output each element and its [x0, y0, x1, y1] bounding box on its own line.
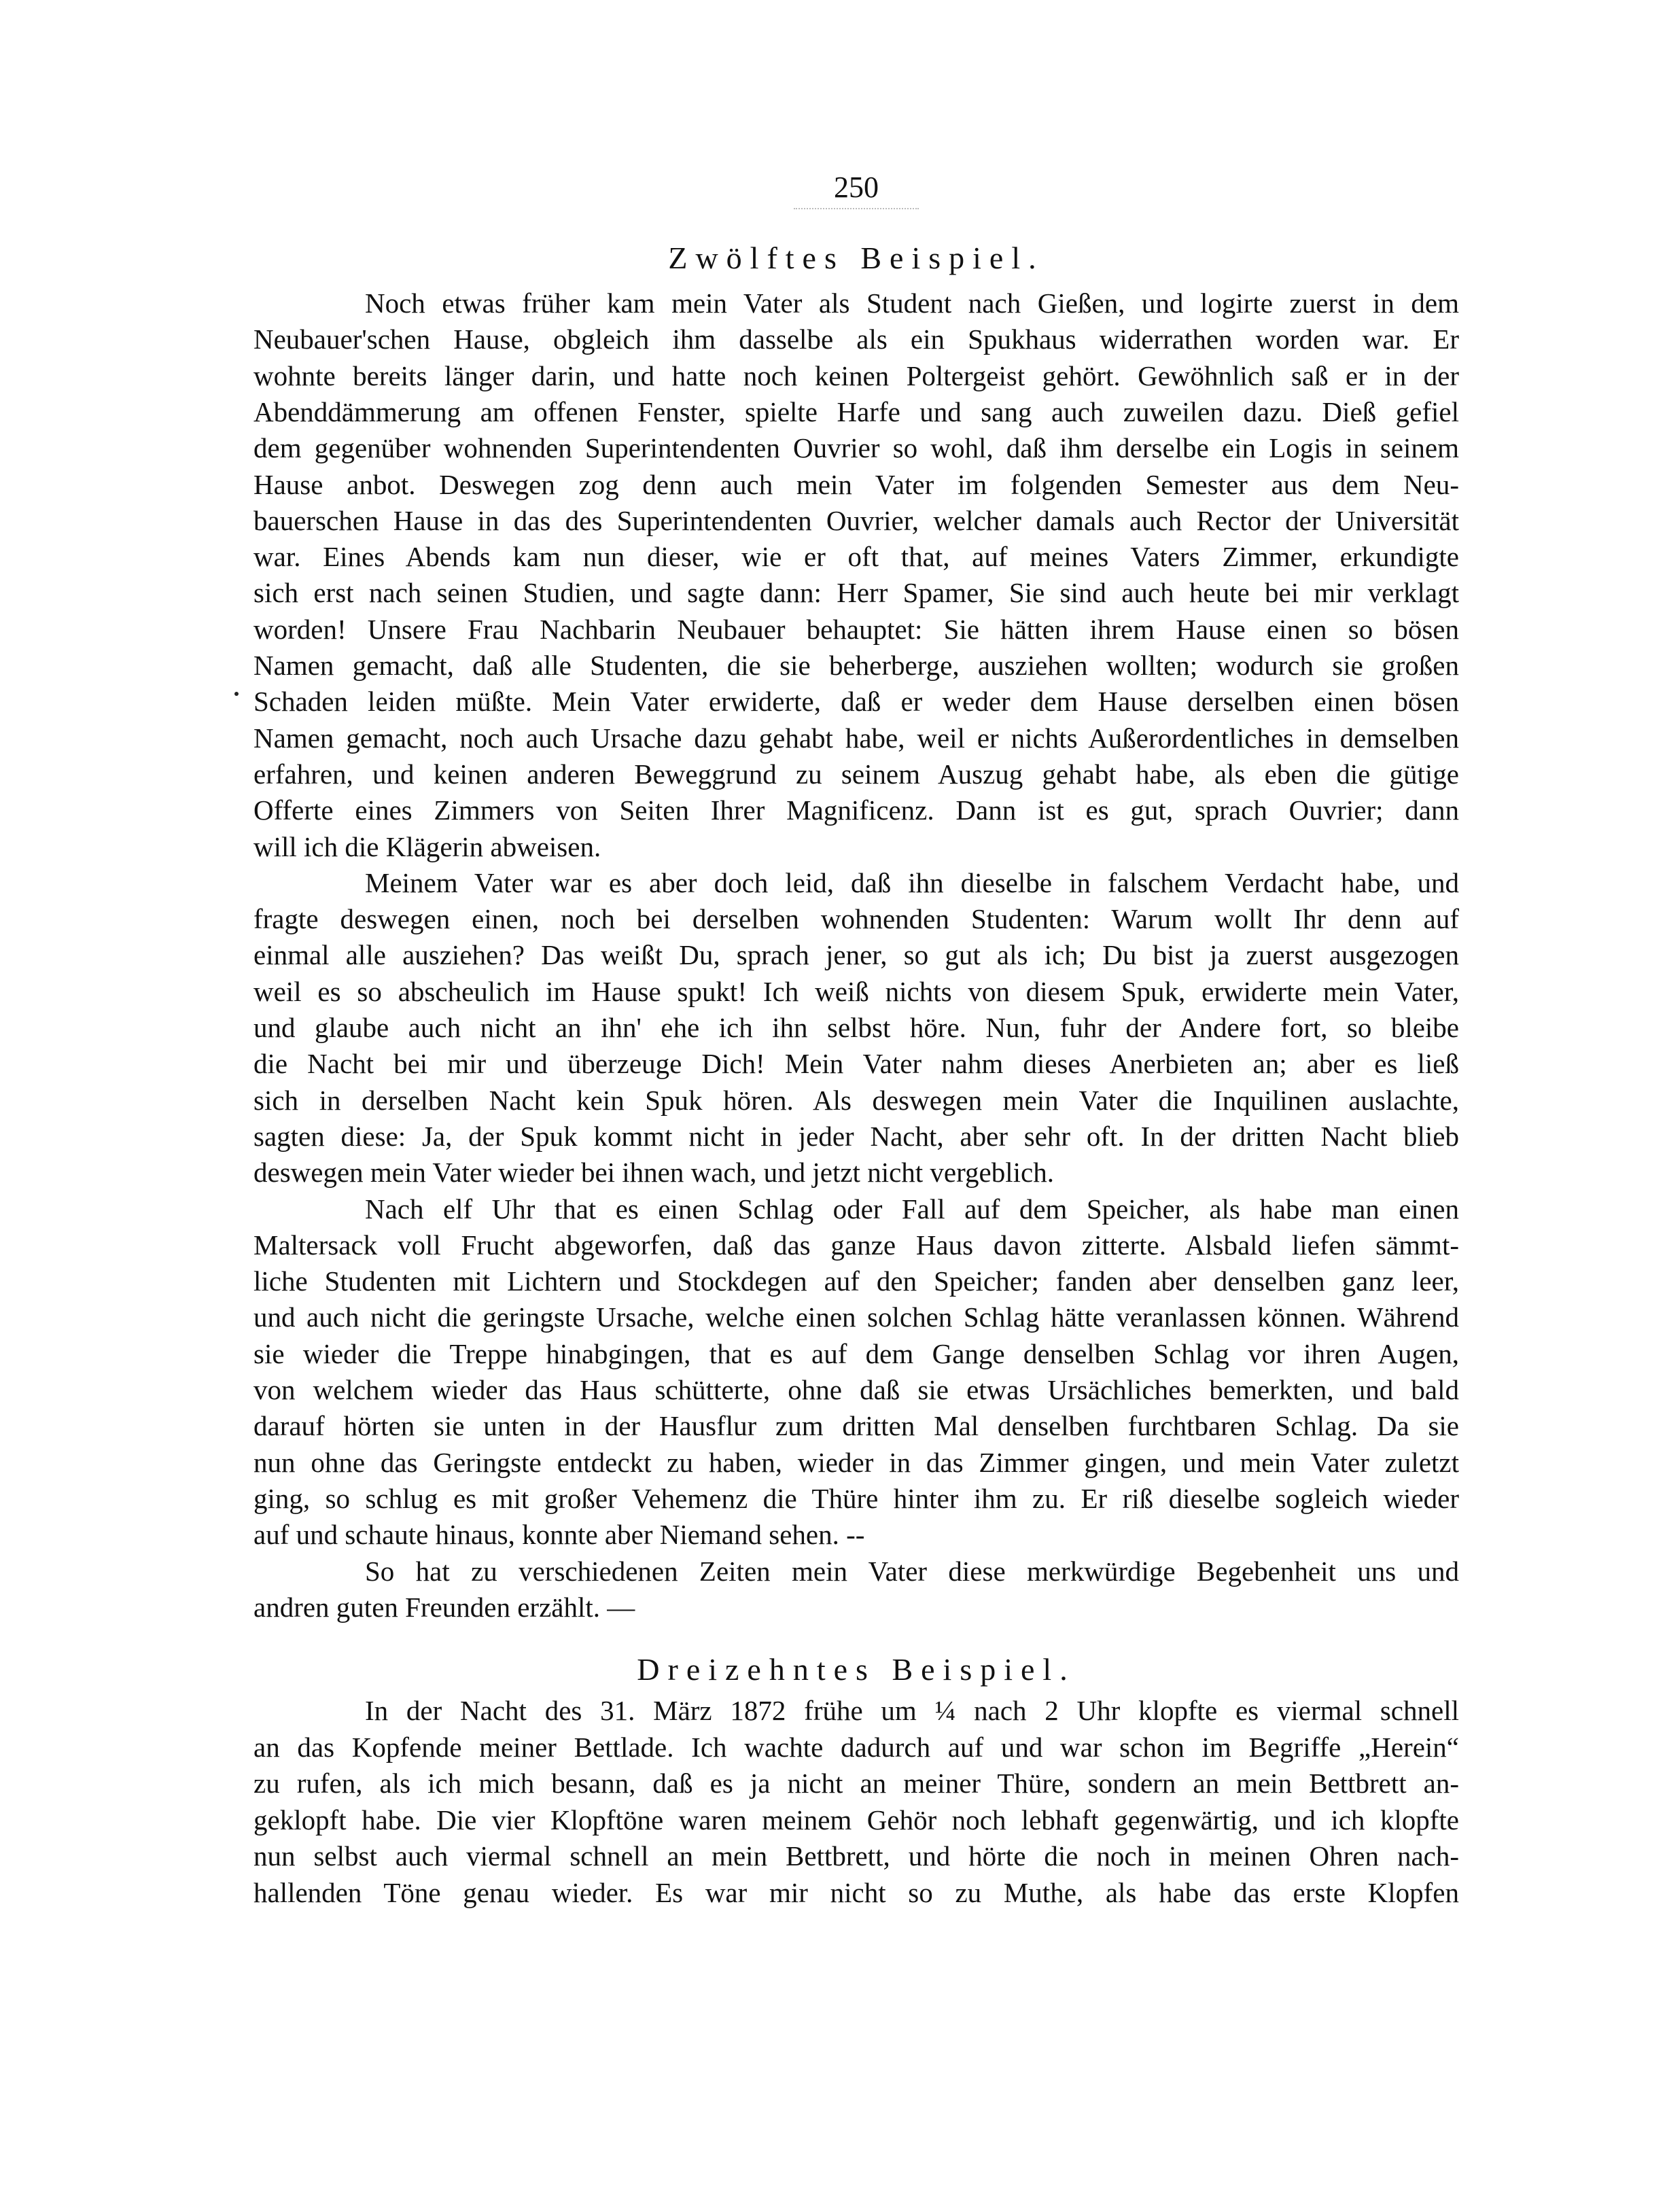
text-line: hallenden Töne genau wieder. Es war mir nicht so zu Muthe, als habe das erste Klopfen [253, 1877, 1459, 1908]
text-line: sich erst nach seinen Studien, und sagte dann: Herr Spamer, Sie sind auch heute bei mir verklagt [253, 577, 1459, 609]
text-line: So hat zu verschiedenen Zeiten mein Vater diese merkwürdige Begebenheit uns und [365, 1555, 1459, 1587]
text-line: sich in derselben Nacht kein Spuk hören. Als deswegen mein Vater die Inquilinen auslachte, [253, 1084, 1459, 1116]
page-number: 250 [834, 171, 879, 204]
text-line: und auch nicht die geringste Ursache, welche einen solchen Schlag hätte veranlassen können. Während [253, 1301, 1459, 1333]
text-line: worden! Unsere Frau Nachbarin Neubauer behauptet: Sie hätten ihrem Hause einen so bösen [253, 613, 1459, 645]
margin-mark [234, 692, 239, 696]
text-line: Maltersack voll Frucht abgeworfen, daß das ganze Haus davon zitterte. Alsbald liefen sämmt- [253, 1229, 1459, 1261]
text-line: Neubauer'schen Hause, obgleich ihm dasselbe als ein Spukhaus widerrathen worden war. Er [253, 323, 1459, 355]
text-line: In der Nacht des 31. März 1872 frühe um ¼ nach 2 Uhr klopfte es viermal schnell [365, 1695, 1459, 1726]
text-line: Hause anbot. Deswegen zog denn auch mein Vater im folgenden Semester aus dem Neu- [253, 468, 1459, 500]
text-line: darauf hörten sie unten in der Hausflur zum dritten Mal denselben furchtbaren Schlag. Da sie [253, 1410, 1459, 1442]
text-line: Offerte eines Zimmers von Seiten Ihrer Magnificenz. Dann ist es gut, sprach Ouvrier; dann [253, 794, 1459, 826]
text-line: Meinem Vater war es aber doch leid, daß ihn dieselbe in falschem Verdacht habe, und [365, 866, 1459, 898]
text-line: sagten diese: Ja, der Spuk kommt nicht in jeder Nacht, aber sehr oft. In der dritten Nacht blieb [253, 1120, 1459, 1152]
text-line: erfahren, und keinen anderen Beweggrund zu seinem Auszug gehabt habe, als eben die gütige [253, 758, 1459, 790]
text-line: Abenddämmerung am offenen Fenster, spielte Harfe und sang auch zuweilen dazu. Dieß gefiel [253, 396, 1459, 427]
text-line: von welchem wieder das Haus schütterte, ohne daß sie etwas Ursächliches bemerkten, und bald [253, 1374, 1459, 1405]
text-line: zu rufen, als ich mich besann, daß es ja nicht an meiner Thüre, sondern an mein Bettbrett an- [253, 1768, 1459, 1800]
text-line: Namen gemacht, daß alle Studenten, die sie beherberge, ausziehen wollten; wodurch sie großen [253, 650, 1459, 681]
text-line: liche Studenten mit Lichtern und Stockdegen auf den Speicher; fanden aber denselben ganz leer, [253, 1265, 1459, 1297]
text-line: andren guten Freunden erzählt. — [253, 1591, 635, 1623]
section-heading: Dreizehntes Beispiel. [637, 1652, 1076, 1687]
text-line: an das Kopfende meiner Bettlade. Ich wachte dadurch auf und war schon im Begriffe „Herein“ [253, 1731, 1459, 1763]
text-line: nun ohne das Geringste entdeckt zu haben, wieder in das Zimmer gingen, und mein Vater zuletzt [253, 1446, 1459, 1478]
section-heading: Zwölftes Beispiel. [668, 241, 1045, 275]
text-line: ging, so schlug es mit großer Vehemenz die Thüre hinter ihm zu. Er riß dieselbe sogleich wieder [253, 1482, 1459, 1514]
text-line: will ich die Klägerin abweisen. [253, 830, 601, 862]
text-line: deswegen mein Vater wieder bei ihnen wach, und jetzt nicht vergeblich. [253, 1157, 1054, 1189]
text-line: bauerschen Hause in das des Superintendenten Ouvrier, welcher damals auch Rector der Universität [253, 504, 1459, 536]
text-line: Noch etwas früher kam mein Vater als Student nach Gießen, und logirte zuerst in dem [365, 287, 1459, 319]
text-line: nun selbst auch viermal schnell an mein Bettbrett, und hörte die noch in meinen Ohren nach- [253, 1840, 1459, 1872]
text-line: Namen gemacht, noch auch Ursache dazu gehabt habe, weil er nichts Außerordentliches in demselben [253, 722, 1459, 754]
text-line: Schaden leiden müßte. Mein Vater erwiderte, daß er weder dem Hause derselben einen bösen [253, 686, 1459, 718]
header-rule [794, 208, 919, 209]
text-line: wohnte bereits länger darin, und hatte noch keinen Poltergeist gehört. Gewöhnlich saß er in der [253, 359, 1459, 391]
text-line: weil es so abscheulich im Hause spukt! Ich weiß nichts von diesem Spuk, erwiderte mein Vater, [253, 975, 1459, 1007]
text-line: Nach elf Uhr that es einen Schlag oder Fall auf dem Speicher, als habe man einen [365, 1193, 1459, 1225]
text-line: geklopft habe. Die vier Klopftöne waren meinem Gehör noch lebhaft gegenwärtig, und ich klopfte [253, 1804, 1459, 1836]
text-line: die Nacht bei mir und überzeuge Dich! Mein Vater nahm dieses Anerbieten an; aber es ließ [253, 1048, 1459, 1080]
text-line: dem gegenüber wohnenden Superintendenten Ouvrier so wohl, daß ihm derselbe ein Logis in seinem [253, 432, 1459, 464]
text-line: sie wieder die Treppe hinabgingen, that es auf dem Gange denselben Schlag vor ihren Augen, [253, 1337, 1459, 1369]
text-line: auf und schaute hinaus, konnte aber Niemand sehen. -- [253, 1519, 865, 1551]
text-line: und glaube auch nicht an ihn' ehe ich ihn selbst höre. Nun, fuhr der Andere fort, so bleibe [253, 1012, 1459, 1043]
text-line: war. Eines Abends kam nun dieser, wie er oft that, auf meines Vaters Zimmer, erkundigte [253, 541, 1459, 573]
text-line: einmal alle ausziehen? Das weißt Du, sprach jener, so gut als ich; Du bist ja zuerst ausgezogen [253, 939, 1459, 971]
text-line: fragte deswegen einen, noch bei derselben wohnenden Studenten: Warum wollt Ihr denn auf [253, 903, 1459, 935]
